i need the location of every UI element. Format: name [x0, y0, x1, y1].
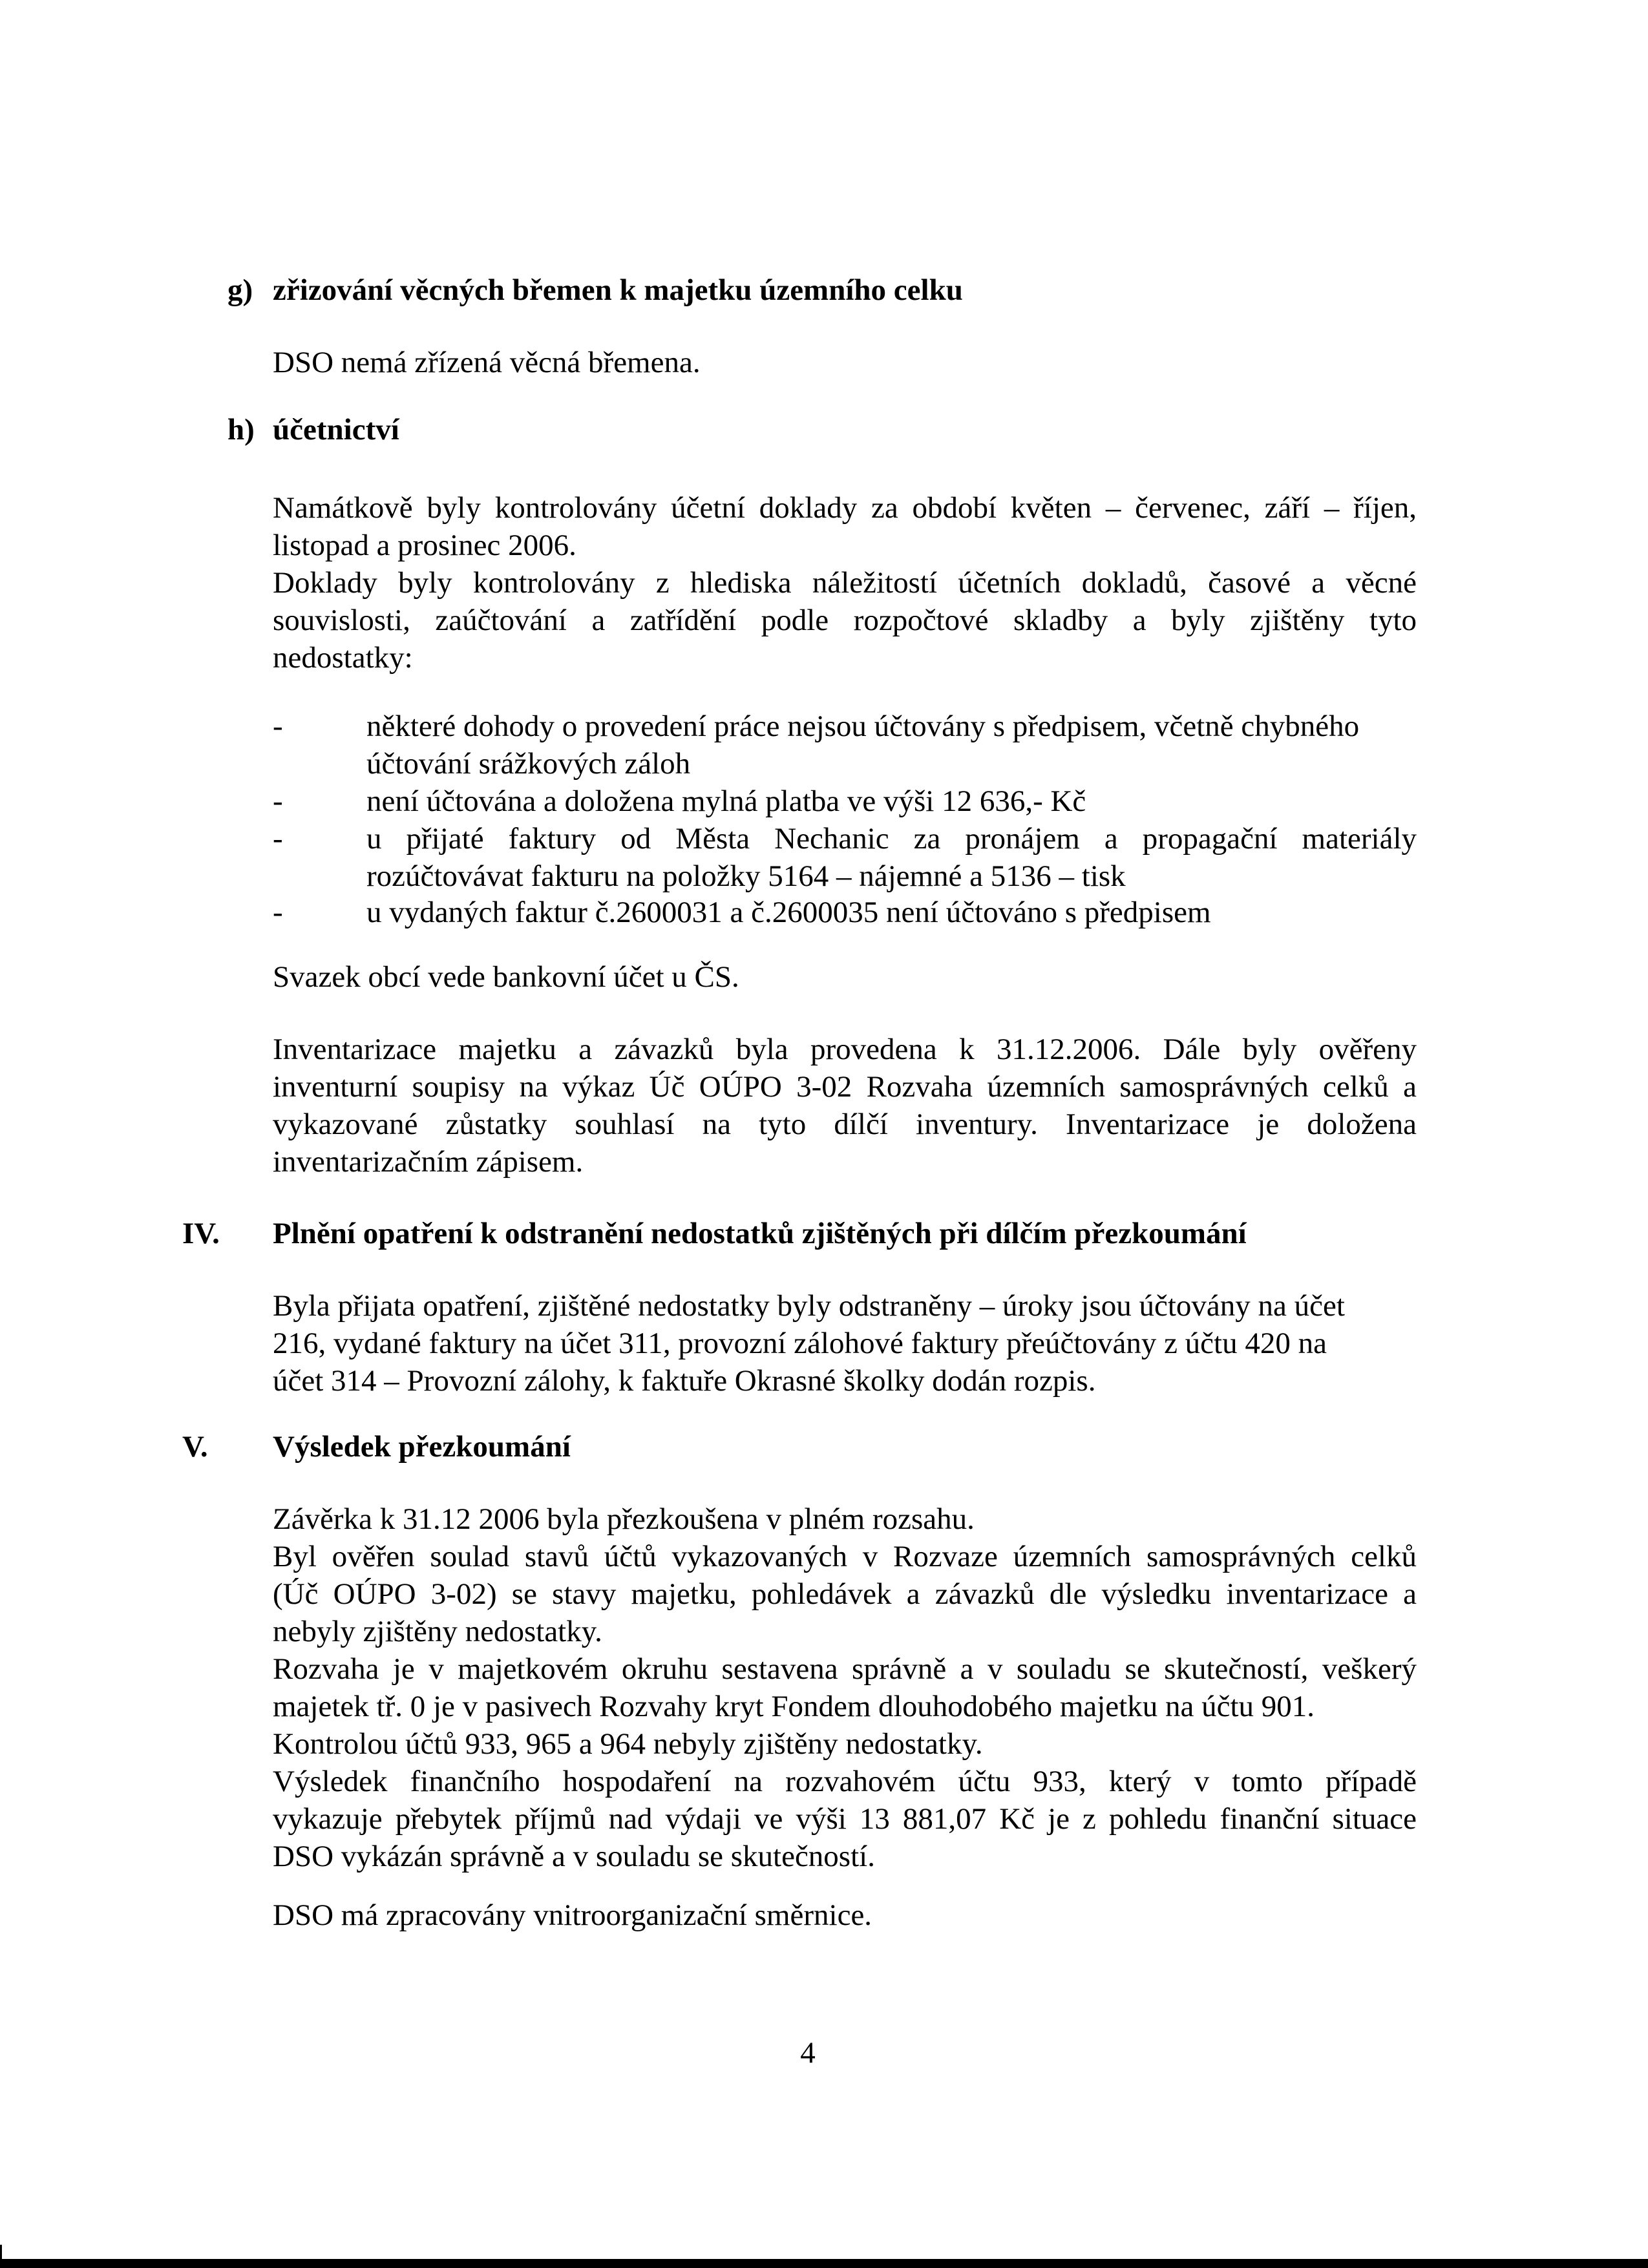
paragraph-line: Výsledek finančního hospodaření na rozvahovém účtu 933, který v tomto případě: [273, 1765, 1417, 1798]
section-iv-heading: Plnění opatření k odstranění nedostatků zjištěných při dílčím přezkoumání: [273, 1217, 1247, 1250]
paragraph-line: vykazuje přebytek příjmů nad výdaji ve výši 13 881,07 Kč je z pohledu finanční situace: [273, 1802, 1417, 1836]
bullet-line: některé dohody o provedení práce nejsou účtovány s předpisem, včetně chybného: [366, 709, 1360, 743]
inventory-paragraph: [273, 1031, 1417, 1181]
paragraph-line: nedostatky:: [273, 641, 413, 675]
dash-bullet-icon: -: [273, 822, 283, 856]
paragraph-line: Rozvaha je v majetkovém okruhu sestavena správně a v souladu se skutečností, veškerý: [273, 1652, 1417, 1686]
paragraph-line: 216, vydané faktury na účet 311, provozní zálohové faktury přeúčtovány z účtu 420 na: [273, 1327, 1327, 1360]
section-h-intro-paragraph: [273, 489, 1417, 677]
bullet-item: [273, 894, 1417, 931]
section-v-marker: V.: [182, 1430, 208, 1464]
section-g-body: DSO nemá zřízená věcná břemena.: [273, 346, 701, 379]
paragraph-line: majetek tř. 0 je v pasivech Rozvahy kryt Fondem dlouhodobého majetku na účtu 901.: [273, 1690, 1315, 1723]
paragraph-line: inventarizačním zápisem.: [273, 1145, 584, 1179]
bullet-item: [273, 782, 1417, 820]
paragraph-line: DSO vykázán správně a v souladu se skutečností.: [273, 1840, 875, 1873]
section-h-heading: účetnictví: [273, 413, 399, 446]
bullet-line: účtování srážkových záloh: [366, 747, 691, 781]
paragraph-line: Byl ověřen soulad stavů účtů vykazovaných v Rozvaze územních samosprávných celků: [273, 1540, 1417, 1573]
paragraph-line: Namátkově byly kontrolovány účetní doklady za období květen – červenec, září – říjen,: [273, 491, 1417, 525]
closing-note: DSO má zpracovány vnitroorganizační směrnice.: [273, 1898, 872, 1932]
section-g-marker: g): [227, 273, 253, 307]
paragraph-line: listopad a prosinec 2006.: [273, 529, 576, 562]
dash-bullet-icon: -: [273, 784, 283, 818]
scan-edge-mark: [0, 2245, 2, 2259]
paragraph-line: inventurní soupisy na výkaz Úč OÚPO 3-02 Rozvaha územních samosprávných celků a: [273, 1070, 1417, 1104]
bullet-line: rozúčtovávat fakturu na položky 5164 – nájemné a 5136 – tisk: [366, 859, 1126, 893]
paragraph-line: Kontrolou účtů 933, 965 a 964 nebyly zjištěny nedostatky.: [273, 1727, 983, 1761]
paragraph-line: účet 314 – Provozní zálohy, k faktuře Okrasné školky dodán rozpis.: [273, 1364, 1096, 1398]
bullet-item: [273, 820, 1417, 895]
bullet-item: [273, 708, 1417, 782]
section-v-body: [273, 1500, 1417, 1875]
bullet-line: u přijaté faktury od Města Nechanic za pronájem a propagační materiály: [366, 822, 1417, 856]
page-number: 4: [800, 2036, 816, 2070]
section-g-heading: zřizování věcných břemen k majetku územního celku: [273, 273, 963, 307]
bullet-line: není účtována a doložena mylná platba ve výši 12 636,- Kč: [366, 784, 1086, 818]
paragraph-line: Byla přijata opatření, zjištěné nedostatky byly odstraněny – úroky jsou účtovány na účet: [273, 1289, 1345, 1323]
dash-bullet-icon: -: [273, 709, 283, 743]
section-h-marker: h): [227, 413, 255, 446]
bank-account-note: Svazek obcí vede bankovní účet u ČS.: [273, 960, 739, 994]
paragraph-line: Inventarizace majetku a závazků byla provedena k 31.12.2006. Dále byly ověřeny: [273, 1033, 1417, 1066]
paragraph-line: Závěrka k 31.12 2006 byla přezkoušena v plném rozsahu.: [273, 1502, 975, 1536]
paragraph-line: (Úč OÚPO 3-02) se stavy majetku, pohledávek a závazků dle výsledku inventarizace a: [273, 1577, 1417, 1611]
section-iv-body: [273, 1287, 1417, 1400]
paragraph-line: nebyly zjištěny nedostatky.: [273, 1615, 602, 1648]
section-iv-marker: IV.: [182, 1217, 220, 1250]
paragraph-line: Doklady byly kontrolovány z hlediska náležitostí účetních dokladů, časové a věcné: [273, 566, 1417, 600]
bullet-line: u vydaných faktur č.2600031 a č.2600035 není účtováno s předpisem: [366, 896, 1211, 929]
section-v-heading: Výsledek přezkoumání: [273, 1430, 571, 1464]
scan-bottom-bar: [0, 2259, 1648, 2268]
paragraph-line: souvislosti, zaúčtování a zatřídění podle rozpočtové skladby a byly zjištěny tyto: [273, 604, 1417, 637]
paragraph-line: vykazované zůstatky souhlasí na tyto dílčí inventury. Inventarizace je doložena: [273, 1108, 1417, 1141]
dash-bullet-icon: -: [273, 896, 283, 929]
